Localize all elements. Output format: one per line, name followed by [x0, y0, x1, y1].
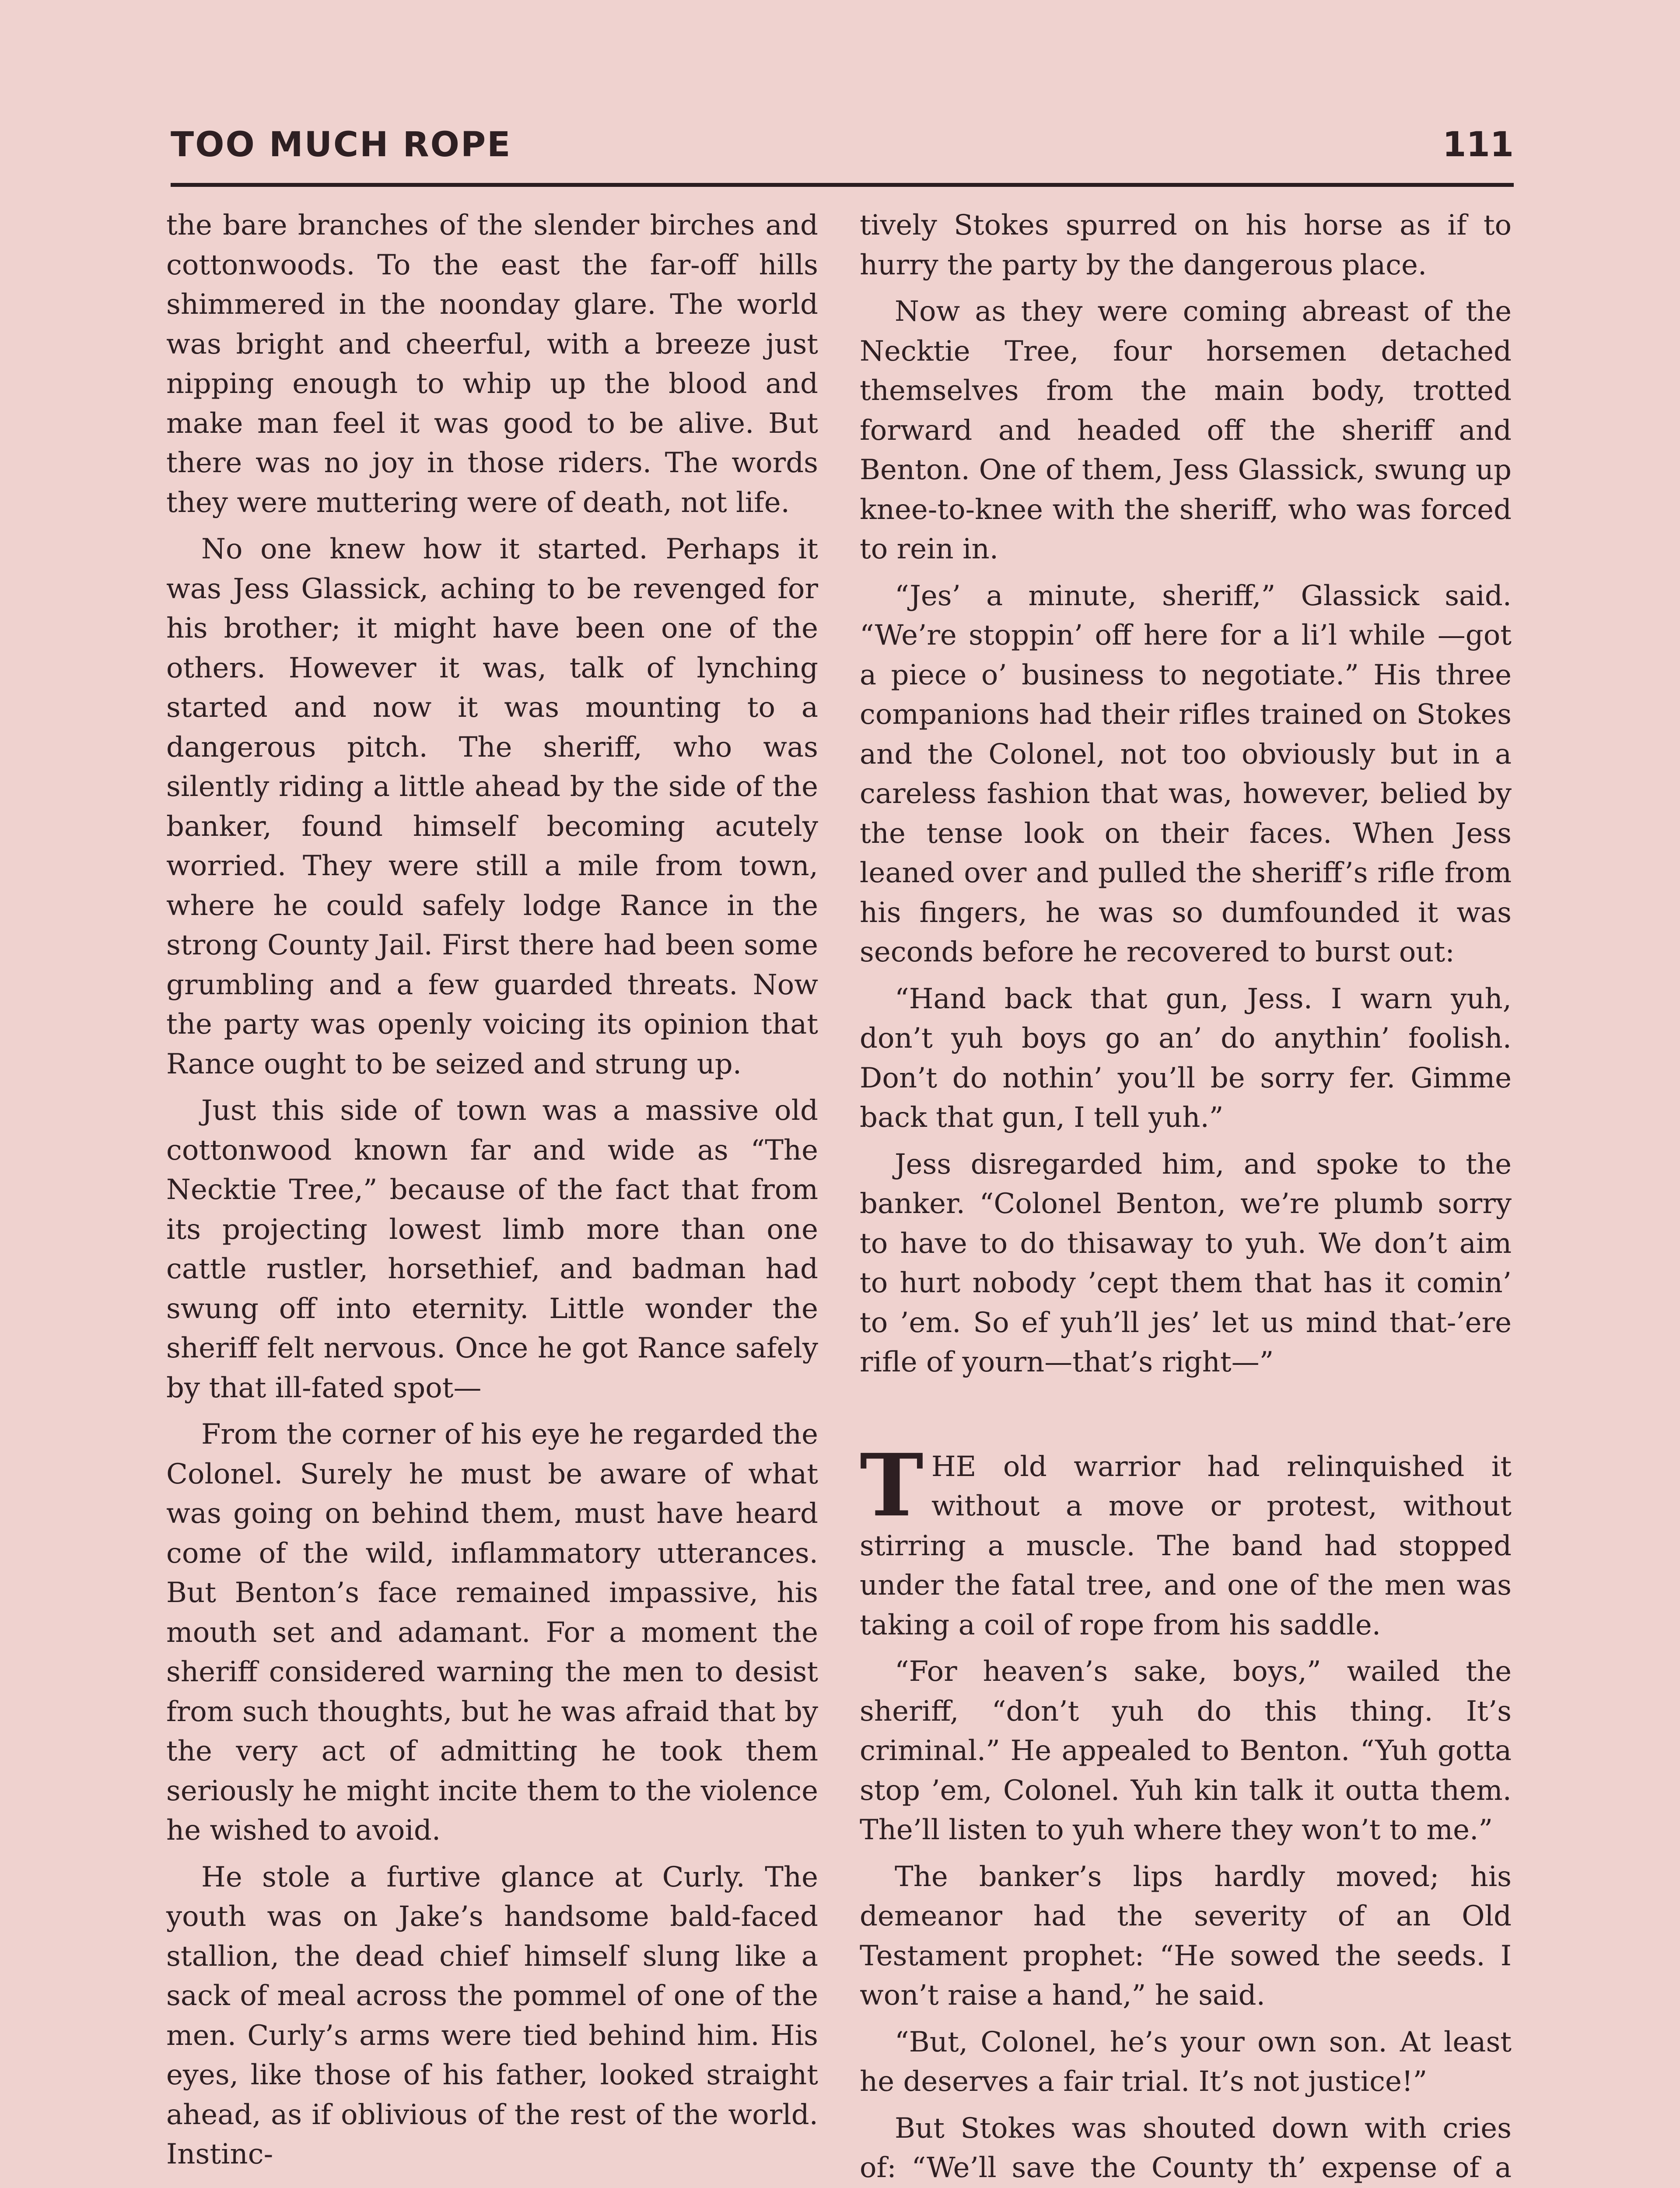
section-break	[860, 1382, 1512, 1447]
page-header	[171, 117, 1514, 187]
paragraph: “But, Colonel, he’s your own son. At least he deserves a fair trial. It’s not justice!”	[860, 2026, 1512, 2098]
paragraph: Jess disregarded him, and spoke to the banker. “Colonel Benton, we’re plumb sorry to have to do thisaway to yuh. We don’t aim to hurt nobody ’cept them that has it comin’ to ’em. So ef yuh’ll jes’ let us mind that-’ere rifle of yourn—that’s right—”	[860, 1148, 1512, 1378]
paragraph: “Jes’ a minute, sheriff,” Glassick said. “We’re stoppin’ off here for a li’l while —got a piece o’ business to negotiate.” His three companions had their rifles trained on Stokes and the Colonel, not too obviously but in a careless fashion that was, however, belied by the tense look on their faces. When Jess leaned over and pulled the sheriff’s rifle from his fingers, he was so dumfounded it was seconds before he recovered to burst out:	[860, 579, 1512, 968]
paragraph: The banker’s lips hardly moved; his demeanor had the severity of an Old Testament prophet: “He sowed the seeds. I won’t raise a hand,” he said.	[860, 1860, 1512, 2012]
paragraph: tively Stokes spurred on his horse as if to hurry the party by the dangerous place.	[860, 209, 1512, 281]
paragraph: No one knew how it started. Perhaps it was Jess Glassick, aching to be revenged for his brother; it might have been one of the others. However it was, talk of lynching started and now it was mounting to a dangerous pitch. The sheriff, who was silently riding a little ahead by the side of the banker, found himself becoming acutely worried. They were still a mile from town, where he could safely lodge Rance in the strong County Jail. First there had been some grumbling and a few guarded threats. Now the party was openly voicing its opinion that Rance ought to be seized and strung up.	[166, 533, 818, 1080]
paragraph: He stole a furtive glance at Curly. The youth was on Jake’s handsome bald-faced stallion, the dead chief himself slung like a sack of meal across the pommel of one of the men. Curly’s arms were tied behind him. His eyes, like those of his father, looked straight ahead, as if oblivious of the rest of the world. Instinc-	[166, 1861, 818, 2170]
paragraph: “For heaven’s sake, boys,” wailed the sheriff, “don’t yuh do this thing. It’s criminal.” He appealed to Benton. “Yuh gotta stop ’em, Colonel. Yuh kin talk it outta them. The’ll listen to yuh where they won’t to me.”	[860, 1655, 1512, 1846]
paragraph: “Hand back that gun, Jess. I warn yuh, don’t yuh boys go an’ do anythin’ foolish. Don’t do nothin’ you’ll be sorry fer. Gimme back that gun, I tell yuh.”	[860, 982, 1512, 1134]
paragraph: the bare branches of the slender birches and cottonwoods. To the east the far-off hills shimmered in the noonday glare. The world was bright and cheerful, with a breeze just nipping enough to whip up the blood and make man feel it was good to be alive. But there was no joy in those riders. The words they were muttering were of death, not life.	[166, 209, 818, 519]
paragraph: But Stokes was shouted down with cries of: “We’ll save the County th’ expense of a	[860, 2112, 1512, 2184]
paragraph-text: HE old warrior had relinquished it without a move or protest, without stirring a muscle. The band had stopped under the fatal tree, and one of the men was taking a coil of rope from his saddle.	[860, 1450, 1512, 1641]
left-column	[166, 206, 818, 2174]
running-head: TOO MUCH ROPE	[171, 125, 512, 165]
drop-cap: T	[860, 1435, 924, 1536]
paragraph: From the corner of his eye he regarded the Colonel. Surely he must be aware of what was going on behind them, must have heard come of the wild, inflammatory utterances. But Benton’s face remained impassive, his mouth set and adamant. For a moment the sheriff considered warning the men to desist from such thoughts, but he was afraid that by the very act of admitting he took them seriously he might incite them to the violence he wished to avoid.	[166, 1418, 818, 1847]
paragraph: Just this side of town was a massive old cottonwood known far and wide as “The Necktie Tree,” because of the fact that from its projecting lowest limb more than one cattle rustler, horsethief, and badman had swung off into eternity. Little wonder the sheriff felt nervous. Once he got Rance safely by that ill-fated spot—	[166, 1094, 818, 1404]
paragraph: Now as they were coming abreast of the Necktie Tree, four horsemen detached themselves from the main body, trotted forward and headed off the sheriff and Benton. One of them, Jess Glassick, swung up knee-to-knee with the sheriff, who was forced to rein in.	[860, 295, 1512, 565]
page-number: 111	[1442, 125, 1514, 165]
drop-cap-paragraph	[860, 1435, 1512, 1645]
right-column	[860, 206, 1512, 2188]
